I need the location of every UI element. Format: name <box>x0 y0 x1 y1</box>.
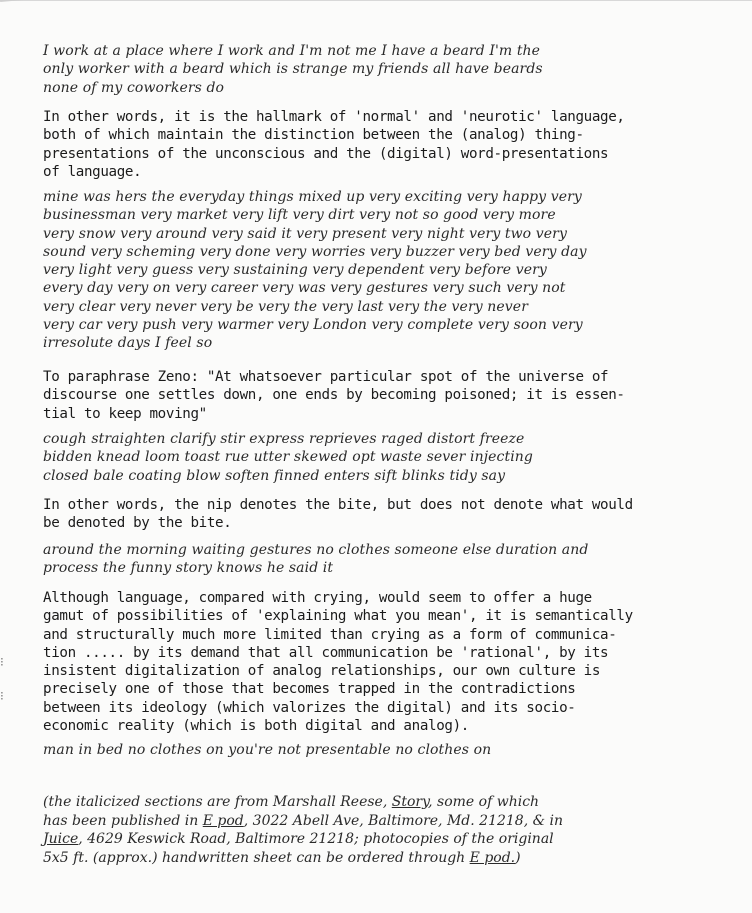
story-excerpt-4: around the morning waiting gestures no clothes someone else duration and process the funny story knows he said it <box>43 542 589 577</box>
footnote-line-1: (the italicized sections are from Marshall Reese, Story, some of which <box>43 794 540 810</box>
page-top-edge <box>0 0 752 1</box>
story-excerpt-3: cough straighten clarify stir express reprieves raged distort freeze bidden knead loom toast rue utter skewed opt waste sever injecting closed bale coating blow soften finned enters sift blinks tidy say <box>43 431 533 484</box>
footnote-line-3: Juice, 4629 Keswick Road, Baltimore 21218; photocopies of the original <box>43 831 554 847</box>
story-title: Story <box>391 794 429 810</box>
story-excerpt-2: mine was hers the everyday things mixed up very exciting very happy very businessman very market very lift very dirt very not so good very more very snow very around very said it very present very night very two very sound very scheming very done very worries very buzzer very bed very day very light very guess very sustaining very dependent very before very every day very on very career very was very gestures very such very not very clear very never very be very the very last very the very never very car very push very warmer very London very complete very soon very irresolute days I feel so <box>43 189 587 352</box>
story-excerpt-1: I work at a place where I work and I'm not me I have a beard I'm the only worker with a beard which is strange my friends all have beards none of my coworkers do <box>43 43 543 96</box>
essay-paragraph-nip: In other words, the nip denotes the bite, but does not denote what would be denoted by the bite. <box>43 497 633 532</box>
essay-paragraph-crying: Although language, compared with crying, would seem to offer a huge gamut of possibilities of 'explaining what you mean', it is semantically and structurally much more limited than crying as a form of communica- tion ..... by its demand that all communication be 'rational', by its insistent digitalization of analog relationships, our own culture is precisely one of those that becomes trapped in the contradictions between its ideology (which valorizes the digital) and its socio- economic reality (which is both digital and analog). <box>43 590 633 735</box>
margin-speck-1: ⁝ <box>0 655 4 669</box>
footnote-line-2: has been published in E pod, 3022 Abell Ave, Baltimore, Md. 21218, & in <box>43 812 563 829</box>
source-footnote <box>43 793 718 867</box>
essay-paragraph-zeno: To paraphrase Zeno: "At whatsoever particular spot of the universe of discourse one settles down, one ends by becoming poisoned; it is essen- tial to keep moving" <box>43 369 625 422</box>
e-pod-title: E pod <box>202 812 244 829</box>
margin-speck-2: ⁝ <box>0 689 4 703</box>
essay-paragraph-1: In other words, it is the hallmark of 'normal' and 'neurotic' language, both of which maintain the distinction between the (analog) thing- presentations of the unconscious and the (digital) word-presentations of language. <box>43 109 625 180</box>
juice-title: Juice <box>43 831 79 847</box>
story-excerpt-5: man in bed no clothes on you're not presentable no clothes on <box>43 742 492 758</box>
footnote-line-4: 5x5 ft. (approx.) handwritten sheet can be ordered through E pod.) <box>43 849 521 866</box>
e-pod-title-2: E pod. <box>469 849 516 866</box>
